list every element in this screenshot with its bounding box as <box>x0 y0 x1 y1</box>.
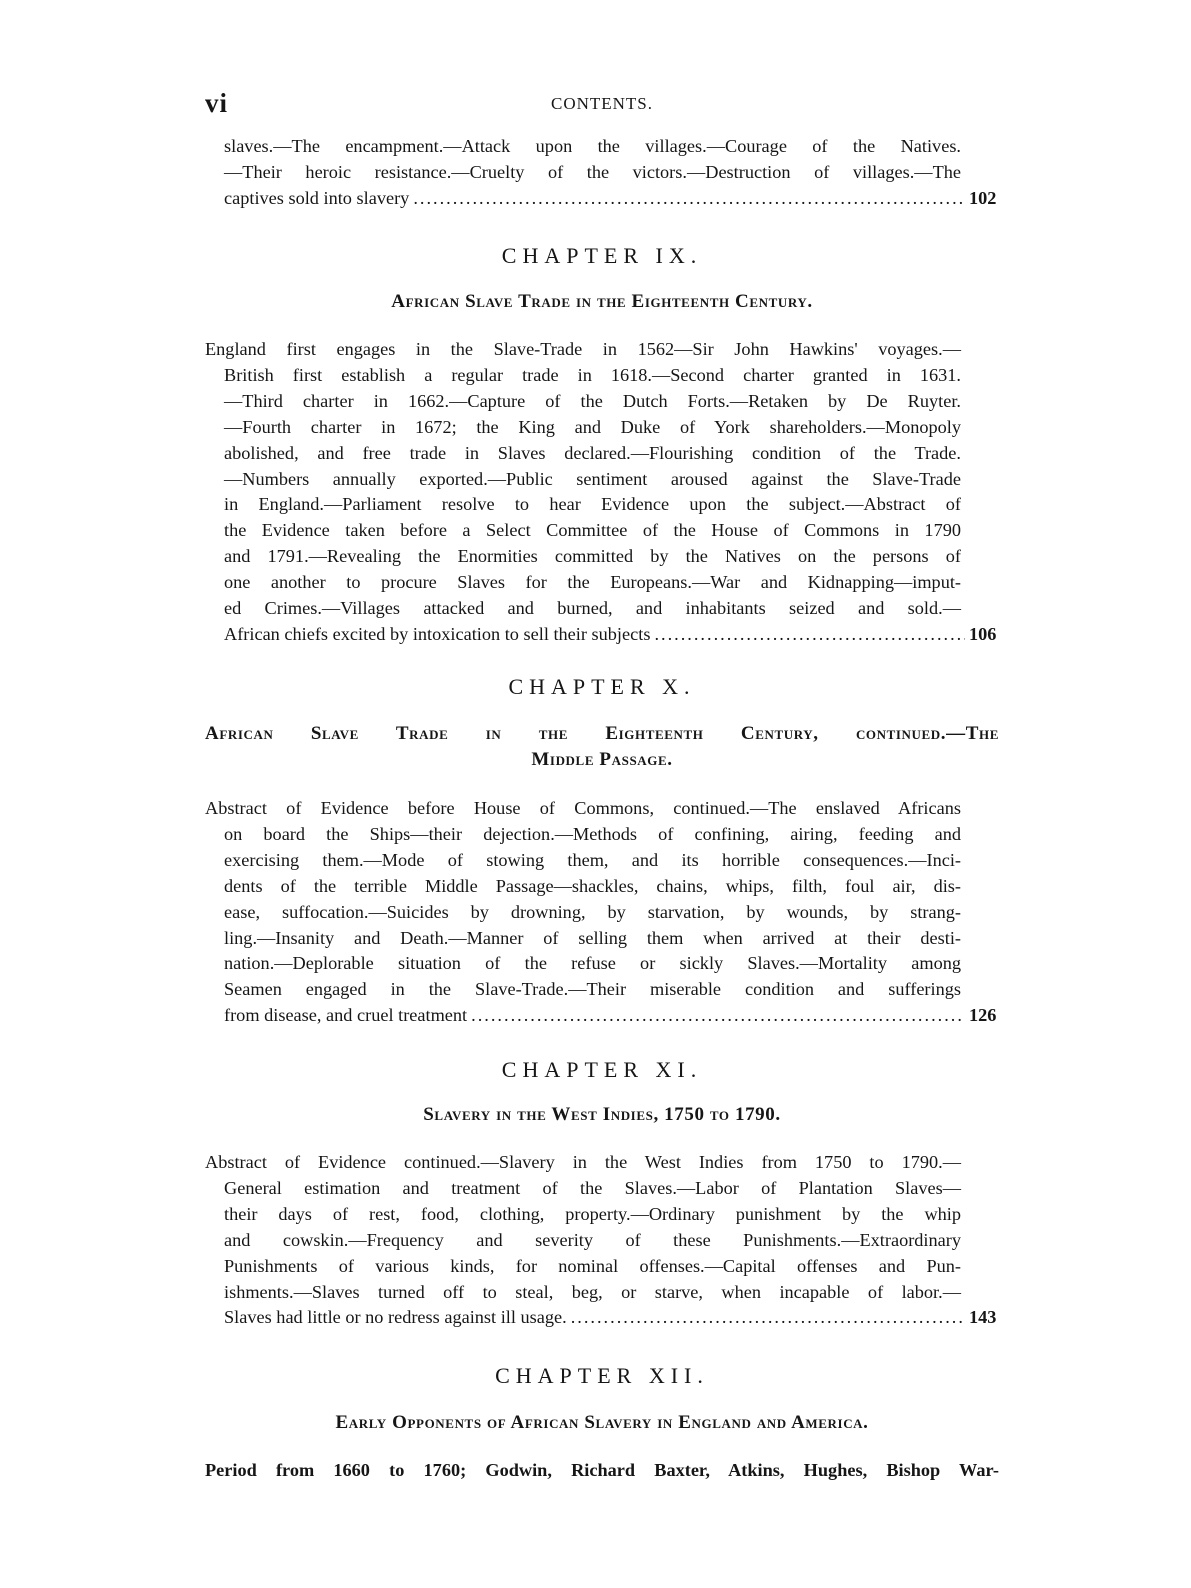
subtitle-line: Middle Passage. <box>531 749 673 770</box>
entry-line: Period from 1660 to 1760; Godwin, Richard Baxter, Atkins, Hughes, Bishop War- <box>205 1460 999 1480</box>
dot-leader <box>413 186 965 212</box>
entry-line: ling.—Insanity and Death.—Manner of selling them when arrived at their desti- <box>224 927 961 948</box>
subtitle-line: African Slave Trade in the Eighteenth Century, continued.—The <box>205 723 999 744</box>
entry-line: England first engages in the Slave-Trade in 1562—Sir John Hawkins' voyages.— <box>205 339 961 359</box>
toc-entry-ch10 <box>205 796 999 1029</box>
entry-line: in England.—Parliament resolve to hear Evidence upon the subject.—Abstract of <box>224 494 961 515</box>
entry-line: General estimation and treatment of the Slaves.—Labor of Plantation Slaves— <box>224 1177 961 1198</box>
entry-text: African chiefs excited by intoxication to sell their subjects <box>224 623 651 644</box>
entry-line: dents of the terrible Middle Passage—shackles, chains, whips, filth, foul air, dis- <box>224 875 961 896</box>
entry-line: and 1791.—Revealing the Enormities committed by the Natives on the persons of <box>224 546 961 567</box>
entry-line-last <box>205 186 999 212</box>
entry-line-last <box>205 622 999 648</box>
chapter-subtitle <box>205 721 999 773</box>
dot-leader <box>654 622 965 648</box>
entry-line-last <box>205 1003 999 1029</box>
page-header <box>205 88 999 122</box>
entry-line: British first establish a regular trade in 1618.—Second charter granted in 1631. <box>224 364 961 385</box>
subtitle-line: Early Opponents of African Slavery in England and America. <box>335 1412 869 1433</box>
page-number-roman: vi <box>205 88 229 118</box>
entry-line: one another to procure Slaves for the Europeans.—War and Kidnapping—imput- <box>224 572 961 593</box>
entry-line: nation.—Deplorable situation of the refuse or sickly Slaves.—Mortality among <box>224 953 961 974</box>
chapter-subtitle <box>205 1102 999 1128</box>
chapter-heading: CHAPTER XI. <box>501 1057 703 1082</box>
entry-line: Punishments of various kinds, for nominal offenses.—Capital offenses and Pun- <box>224 1255 961 1276</box>
chapter-subtitle <box>205 289 999 315</box>
chapter-heading: CHAPTER IX. <box>501 243 703 268</box>
toc-entry-ch9 <box>205 337 999 648</box>
page-reference: 106 <box>969 623 997 644</box>
chapter-heading: CHAPTER XII. <box>495 1363 709 1388</box>
entry-line: the Evidence taken before a Select Committee of the House of Commons in 1790 <box>224 520 961 541</box>
subtitle-line: African Slave Trade in the Eighteenth Century. <box>391 291 813 312</box>
entry-line: —Third charter in 1662.—Capture of the Dutch Forts.—Retaken by De Ruyter. <box>224 390 961 411</box>
entry-line: on board the Ships—their dejection.—Methods of confining, airing, feeding and <box>224 823 961 844</box>
entry-line: exercising them.—Mode of stowing them, and its horrible consequences.—Inci- <box>224 849 961 870</box>
entry-line: Abstract of Evidence continued.—Slavery in the West Indies from 1750 to 1790.— <box>205 1152 961 1172</box>
entry-line: and cowskin.—Frequency and severity of these Punishments.—Extraordinary <box>224 1229 961 1250</box>
page-reference: 143 <box>969 1307 997 1328</box>
page-reference: 126 <box>969 1005 997 1026</box>
chapter-subtitle <box>205 1410 999 1436</box>
entry-text: from disease, and cruel treatment <box>224 1005 468 1026</box>
chapter-heading: CHAPTER X. <box>508 674 696 699</box>
entry-line: slaves.—The encampment.—Attack upon the villages.—Courage of the Natives. <box>224 136 961 156</box>
dot-leader <box>571 1305 965 1331</box>
entry-line: abolished, and free trade in Slaves declared.—Flourishing condition of the Trade. <box>224 442 961 463</box>
toc-entry-ch8-continued <box>205 134 999 212</box>
dot-leader <box>471 1003 965 1029</box>
entry-line: Abstract of Evidence before House of Commons, continued.—The enslaved Africans <box>205 798 961 818</box>
entry-line-last <box>205 1305 999 1331</box>
toc-entry-ch12 <box>205 1458 999 1484</box>
entry-line: their days of rest, food, clothing, property.—Ordinary punishment by the whip <box>224 1203 961 1224</box>
entry-line: —Fourth charter in 1672; the King and Duke of York shareholders.—Monopoly <box>224 416 961 437</box>
entry-line: Seamen engaged in the Slave-Trade.—Their miserable condition and sufferings <box>224 979 961 1000</box>
entry-line: ishments.—Slaves turned off to steal, beg, or starve, when incapable of labor.— <box>224 1281 961 1302</box>
entry-line: —Their heroic resistance.—Cruelty of the victors.—Destruction of villages.—The <box>224 161 961 182</box>
entry-line: —Numbers annually exported.—Public sentiment aroused against the Slave-Trade <box>224 468 961 489</box>
entry-text: Slaves had little or no redress against ill usage. <box>224 1307 567 1328</box>
running-head: CONTENTS. <box>550 94 654 113</box>
page-reference: 102 <box>969 187 997 208</box>
entry-text: captives sold into slavery <box>224 187 410 208</box>
entry-line: ed Crimes.—Villages attacked and burned, and inhabitants seized and sold.— <box>224 598 961 619</box>
subtitle-line: Slavery in the West Indies, 1750 to 1790. <box>423 1104 781 1125</box>
toc-entry-ch11 <box>205 1150 999 1331</box>
entry-line: ease, suffocation.—Suicides by drowning, by starvation, by wounds, by strang- <box>224 901 961 922</box>
